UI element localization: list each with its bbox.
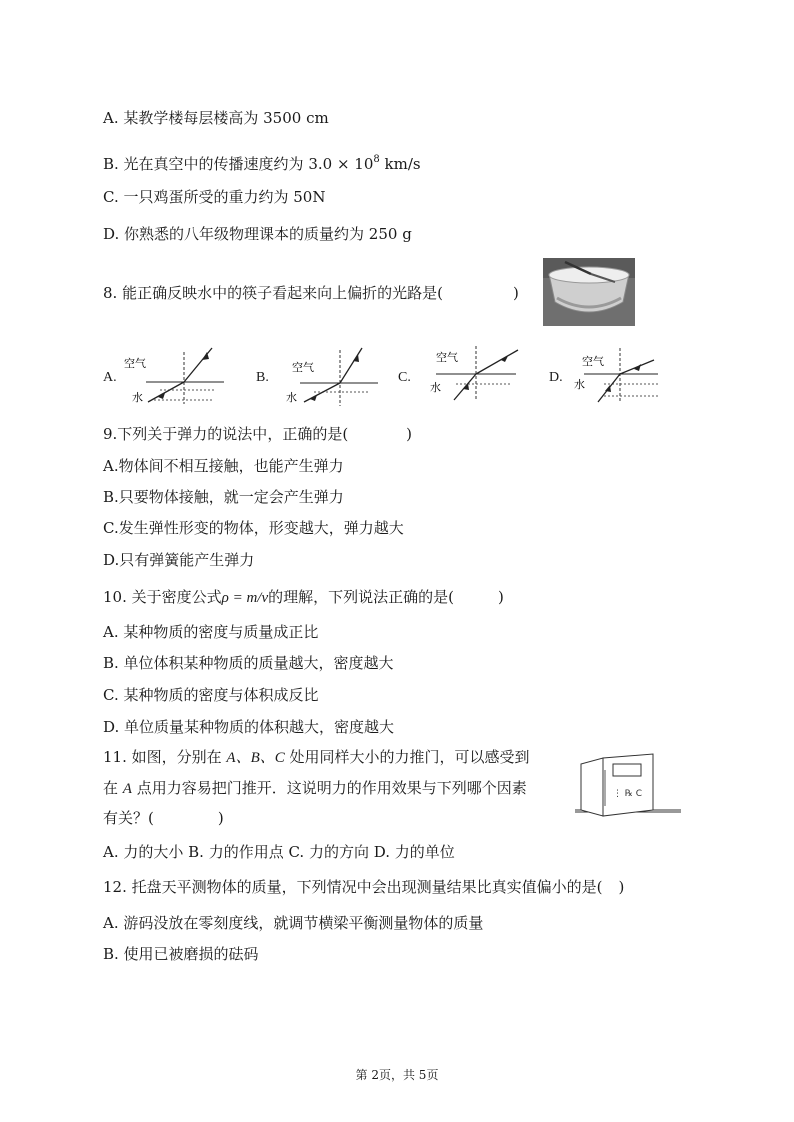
q11-text-1: 11. 如图，分别在 <box>103 748 227 766</box>
q8-d-water-label: 水 <box>574 378 585 391</box>
q8-stem <box>103 283 519 303</box>
q7-option-b <box>103 150 421 174</box>
q11-text-3: 在 <box>103 779 123 797</box>
page-number: 第 2页，共 5页 <box>355 1068 439 1082</box>
door-illustration <box>573 752 685 816</box>
q8-option-b-diagram[interactable] <box>274 344 384 408</box>
q10-close-paren: ) <box>497 588 504 606</box>
q7-option-d: D. 你熟悉的八年级物理课本的质量约为 250 g <box>103 225 412 243</box>
q11-points: A、B、C <box>226 750 285 766</box>
q10-stem-text: 10. 关于密度公式 <box>103 588 222 606</box>
q7-option-a: A. 某教学楼每层楼高为 3500 cm <box>103 109 329 127</box>
q8-d-air-label: 空气 <box>582 355 604 368</box>
q8-stem-text: 8. 能正确反映水中的筷子看起来向上偏折的光路是( <box>103 284 443 302</box>
q8-option-d-label: D. <box>549 370 563 385</box>
q11-stem-line-3 <box>103 808 224 828</box>
q8-c-water-label: 水 <box>430 381 441 394</box>
q11-text-4: 点用力容易把门推开．这说明力的作用效果与下列哪个因素 <box>131 779 527 797</box>
q8-b-air-label: 空气 <box>292 361 314 374</box>
q11-text-5: 有关？( <box>103 809 154 827</box>
q9-option-b: B.只要物体接触，就一定会产生弹力 <box>103 488 344 506</box>
q10-option-a: A. 某种物质的密度与质量成正比 <box>103 623 319 641</box>
bowl-chopsticks-photo <box>543 258 635 326</box>
q8-option-a-label: A. <box>103 370 117 385</box>
q8-option-d-diagram[interactable] <box>568 344 678 408</box>
q9-option-a: A.物体间不相互接触，也能产生弹力 <box>103 457 344 475</box>
q11-stem-line-2 <box>103 778 527 799</box>
q9-close-paren: ) <box>406 425 413 443</box>
q8-option-b-label: B. <box>256 370 269 385</box>
q12-option-b: B. 使用已被磨损的砝码 <box>103 945 259 963</box>
q7-option-c: C. 一只鸡蛋所受的重力约为 50N <box>103 188 326 206</box>
q11-close-paren: ) <box>217 809 224 827</box>
q10-option-c: C. 某种物质的密度与体积成反比 <box>103 686 319 704</box>
q8-a-water-label: 水 <box>132 391 143 404</box>
q10-stem <box>103 587 504 608</box>
q10-density-formula: ρ = m/v <box>221 590 269 606</box>
q8-c-air-label: 空气 <box>436 351 458 364</box>
q9-option-c: C.发生弹性形变的物体，形变越大，弹力越大 <box>103 519 404 537</box>
q12-option-a: A. 游码没放在零刻度线，就调节横梁平衡测量物体的质量 <box>103 914 484 932</box>
q7-option-b-unit: km/s <box>379 155 421 173</box>
q8-close-paren: ) <box>512 284 519 302</box>
q7-option-b-exponent: 8 <box>373 154 380 165</box>
q10-option-d: D. 单位质量某种物质的体积越大，密度越大 <box>103 718 395 736</box>
q11-point-a: A <box>122 781 132 797</box>
q10-option-b: B. 单位体积某种物质的质量越大，密度越大 <box>103 654 394 672</box>
q12-stem-text: 12. 托盘天平测物体的质量，下列情况中会出现测量结果比真实值偏小的是( <box>103 878 603 896</box>
q9-option-d: D.只有弹簧能产生弹力 <box>103 551 255 569</box>
q11-text-2: 处用同样大小的力推门，可以感受到 <box>284 748 530 766</box>
q8-option-c-diagram[interactable] <box>416 344 526 408</box>
q12-stem <box>103 877 624 897</box>
q11-options: A. 力的大小 B. 力的作用点 C. 力的方向 D. 力的单位 <box>103 843 455 861</box>
q8-b-water-label: 水 <box>286 391 297 404</box>
q11-stem-line-1 <box>103 747 530 768</box>
q10-stem-text-2: 的理解，下列说法正确的是( <box>268 588 454 606</box>
q7-option-b-text: B. 光在真空中的传播速度约为 3.0 × 10 <box>103 155 374 173</box>
q8-option-c-label: C. <box>398 370 411 385</box>
q9-stem <box>103 424 412 444</box>
q8-option-a-diagram[interactable] <box>120 344 230 408</box>
q8-a-air-label: 空气 <box>124 357 146 370</box>
svg-text:⋮ ℞ C: ⋮ ℞ C <box>613 789 643 799</box>
q9-stem-text: 9.下列关于弹力的说法中，正确的是( <box>103 425 349 443</box>
q12-close-paren: ) <box>618 878 625 896</box>
